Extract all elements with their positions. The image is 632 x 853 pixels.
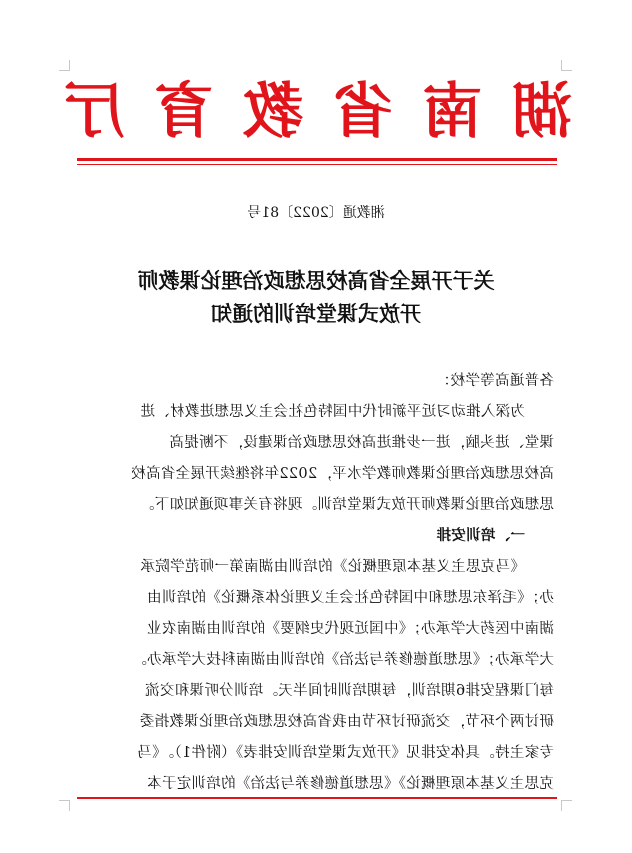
letterhead-char: 教 [239, 77, 304, 147]
body-line: 湖南中医药大学承办；《中国近现代史纲要》的培训由湖南农业 [146, 621, 554, 637]
document-title-line-1: 关于开展全省高校思想政治理论课教师 [137, 269, 495, 293]
letterhead-red-rule [77, 158, 557, 161]
section-heading: 一、培训安排 [436, 528, 525, 544]
letterhead-char: 育 [149, 77, 214, 147]
letterhead-char: 湖 [508, 77, 572, 147]
body-line: 思想政治理论课教师开放式课堂培训。现将有关事项通知如下。 [139, 497, 554, 513]
page-bottom-red-rule [77, 797, 557, 799]
letterhead-char: 南 [418, 77, 483, 147]
letterhead-char: 省 [328, 77, 393, 147]
document-number: 湘教通〔2022〕81号 [247, 205, 385, 221]
body-line: 课堂、进头脑，进一步推进高校思想政治课建设，不断提高 [169, 435, 554, 451]
letterhead-char: 厅 [60, 77, 125, 147]
greeting: 各普通高等学校： [435, 373, 554, 389]
page-corner-mark [59, 800, 70, 811]
body-line: 每门课程安排6期培训，每期培训时间半天。培训分听课和交流 [144, 683, 554, 699]
body-line: 办；《毛泽东思想和中国特色社会主义理论体系概论》的培训由 [146, 590, 554, 606]
body-line: 为深入推动习近平新时代中国特色社会主义思想进教材、进 [140, 404, 525, 420]
document-title-line-2: 开放式课堂培训的通知 [211, 302, 421, 326]
letterhead-red-rule-thin [77, 164, 557, 165]
body-line: 高校思想政治理论课教师教学水平，2022年将继续开展全省高校 [131, 466, 554, 482]
body-line: 研讨两个环节，交流研讨环节由我省高校思想政治理论课教指委 [139, 714, 554, 730]
document-body [76, 366, 554, 800]
body-line: 专家主持。具体安排见《开放式课堂培训安排表》（附件1）。《马 [137, 745, 554, 761]
body-line: 克思主义基本原理概论》《思想道德修养与法治》的培训定于本 [146, 776, 554, 792]
body-line: 大学承办；《思想道德修养与法治》的培训由湖南科技大学承办。 [132, 652, 554, 668]
body-line: 《马克思主义基本原理概论》的培训由湖南第一师范学院承 [140, 559, 525, 575]
page-corner-mark [561, 800, 572, 811]
letterhead-org-name [60, 62, 572, 152]
